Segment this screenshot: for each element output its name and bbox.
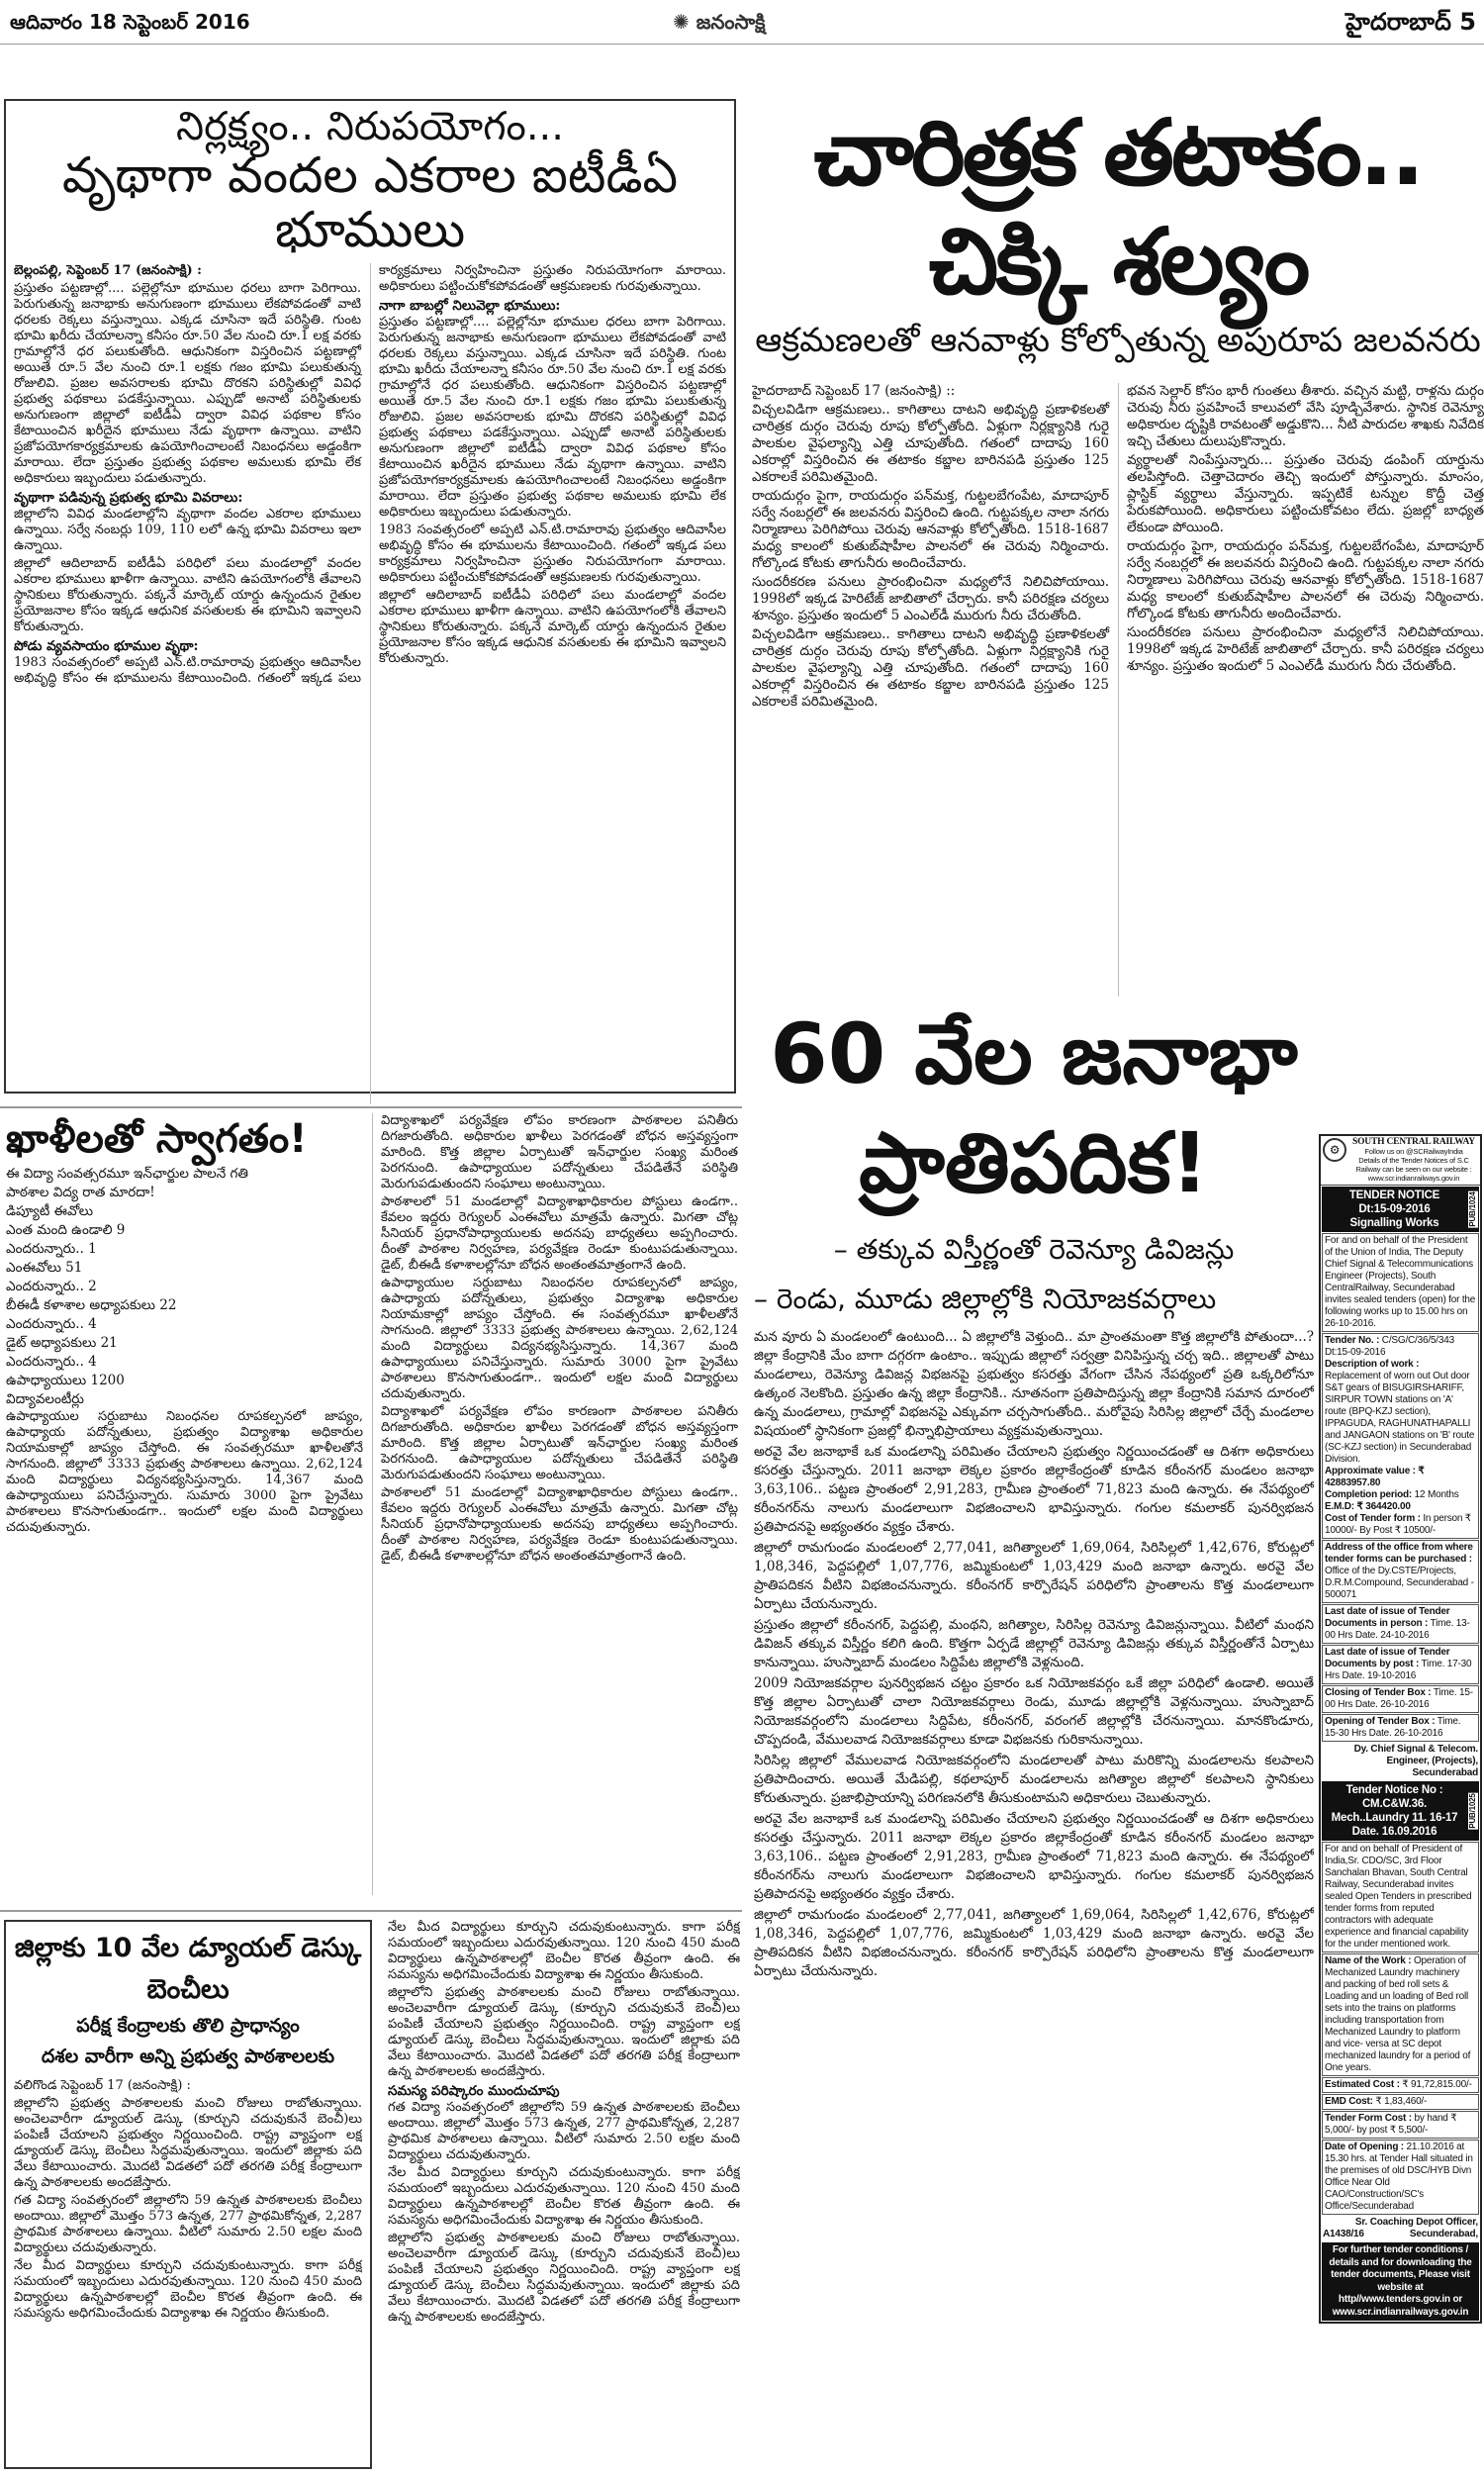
label: Description of work : [1325,1359,1420,1370]
railway-masthead [1321,1136,1480,1186]
paragraph: గత విద్యా సంవత్సరంలో జిల్లాలోని 59 ఉన్నత పాఠశాలలకు బెంచీలు అందాయి. జిల్లాలో మొత్తం 573 ఉన్నత, 277 ప్రాథమికోన్నత, 2,287 ప్రాథమిక పాఠశాలలు ఉన్నాయి. వీటిలో సుమారు 2.50 లక్షల మంది విద్యార్థులు చదువుతున్నారు. [388,2100,740,2162]
logo-icon: ✺ [673,10,690,34]
label: Name of the Work : [1325,1955,1412,1966]
article-bullet: – రెండు, మూడు జిల్లాల్లోకి నియోజకవర్గాలు [754,1283,1217,1315]
social-handle: Follow us on @SCRailwayIndia [1364,1147,1463,1156]
article-body [754,1328,1314,2456]
approx-value: ₹ 42883957.80 [1325,1466,1425,1488]
list-item: డైట్ అధ్యాపకులు 21 [6,1335,118,1351]
paragraph: పాఠశాలలో 51 మండలాల్లో విద్యాశాఖాధికారుల పోస్టులు ఉండగా.. కేవలం ఇద్దరు రెగ్యులర్ ఎంఈవోలు మాత్రమే ఉన్నారు. మిగతా చోట్ల సీనియర్ ప్రధానోపాధ్యాయులకు అదనపు బాధ్యతలు అప్పగించారు. దీంతో పాఠశాల నిర్వహణ, పర్యవేక్షణ రెండూ కుంటుపడుతున్నాయి. డైట్, బీఈడీ కళాశాలల్లోనూ బోధన అంతంతమాత్రంగానే ఉంది. [381,1485,738,1564]
tender-details [1322,1333,1479,1539]
issue-in-person [1322,1604,1479,1644]
label: Approximate value : [1325,1466,1416,1476]
article-headline: ఖాళీలతో స్వాగతం! [6,1116,308,1162]
paragraph: ఉపాధ్యాయుల సర్దుబాటు నిబంధనల రూపకల్పనలో జాప్యం, ఉపాధ్యాయ పదోన్నతులు, ప్రభుత్వం విద్యాశాఖ అధికారుల నియామకాల్లో జాప్యం చేస్తోంది. ఈ సంవత్సరమూ ఖాళీలతోనే సాగనుంది. జిల్లాలో 3333 ప్రభుత్వ పాఠశాలలు ఉన్నాయి. 2,62,124 మంది విద్యార్థులు విద్యనభ్యసిస్తున్నారు. 14,367 మంది ఉపాధ్యాయులు పనిచేస్తున్నారు. సుమారు 3000 పైగా ప్రైవేటు పాఠశాలలు కొనసాగుతుండగా.. ఇందులో లక్షల మంది విద్యార్థులు చదువుతున్నారు. [6,1409,363,1535]
article-body [14,2078,362,2454]
label: Cost of Tender form : [1325,1513,1421,1524]
label: Address of the office from where tender forms can be purchased : [1325,1542,1473,1565]
list-item: ఉపాధ్యాయులు 1200 [6,1373,125,1388]
article-subheadline: ఆక్రమణలతో ఆనవాళ్లు కోల్పోతున్న అపురూప జలవనరు [755,321,1481,360]
subheading: నాగా బాబల్లో నిలువెల్లా భూములు: [379,298,561,314]
label: EMD Cost: [1325,2096,1373,2107]
section-divider [0,1106,742,1108]
list-item: ఎంత మంది ఉండాలి 9 [6,1222,126,1238]
notice-intro: For and on behalf of the President of the Union of India, The Deputy Chief Signal & Telecommunications Engineer (Projects), South CentralRailway, Secunderabad invites sealed tenders (open) for the following works up to 15.00 hrs on 26-10-2016. [1322,1233,1479,1332]
tender-website-footer: For further tender conditions / details and for downloading the tender documents, Please visit website at http//www.tenders.gov.in or www.scr.indianrailways.gov.in [1322,2242,1479,2321]
form-cost [1322,2111,1479,2139]
desks-headline-box [4,1920,372,2469]
tender-notice-2-title-block [1322,1781,1479,1841]
article-subheadline: దశల వారీగా అన్ని ప్రభుత్వ పాఠశాలలకు [41,2046,335,2067]
logo-text: జనంసాక్షి [696,10,766,34]
header-divider [0,44,1484,45]
headline-line: 60 వేల జనాభా [770,1005,1298,1102]
issue-date: ఆదివారం 18 సెప్టెంబర్ 2016 [10,10,250,34]
list-item: ఈ విద్యా సంవత్సరమూ ఇన్‌ఛార్జుల పాలనే గతి [6,1166,248,1182]
paragraph: నేల మీద విద్యార్థులు కూర్చుని చదువుకుంటున్నారు. కాగా పరీక్ష సమయంలో ఇబ్బందులు ఎదురవుతున్నాయి. 120 నుంచి 450 మంది విద్యార్థులు ఉన్నపాఠశాలల్లో బెంచీల కొరత తీవ్రంగా ఉంది. ఈ సమస్యను అధిగమించేందుకు విద్యాశాఖ ఈ నిర్ణయం తీసుకుంది. [388,2165,740,2228]
list-item: ఎందరున్నారు.. 4 [6,1354,97,1370]
list-item: ఎందరున్నారు.. 4 [6,1316,97,1332]
paragraph: పాఠశాలలో 51 మండలాల్లో విద్యాశాఖాధికారుల పోస్టులు ఉండగా.. కేవలం ఇద్దరు రెగ్యులర్ ఎంఈవోలు మాత్రమే ఉన్నారు. మిగతా చోట్ల సీనియర్ ప్రధానోపాధ్యాయులకు అదనపు బాధ్యతలు అప్పగించారు. దీంతో పాఠశాల నిర్వహణ, పర్యవేక్షణ రెండూ కుంటుపడుతున్నాయి. డైట్, బీఈడీ కళాశాలల్లోనూ బోధన అంతంతమాత్రంగానే ఉంది. [381,1194,738,1273]
paragraph: ఉపాధ్యాయుల సర్దుబాటు నిబంధనల రూపకల్పనలో జాప్యం, ఉపాధ్యాయ పదోన్నతులు, ప్రభుత్వం విద్యాశాఖ అధికారుల నియామకాల్లో జాప్యం చేస్తోంది. ఈ సంవత్సరమూ ఖాళీలతోనే సాగనుంది. జిల్లాలో 3333 ప్రభుత్వ పాఠశాలలు ఉన్నాయి. 2,62,124 మంది విద్యార్థులు విద్యనభ్యసిస్తున్నారు. 14,367 మంది ఉపాధ్యాయులు పనిచేస్తున్నారు. సుమారు 3000 పైగా ప్రైవేటు పాఠశాలలు కొనసాగుతుండగా.. ఇందులో లక్షల మంది విద్యార్థులు చదువుతున్నారు. [381,1276,738,1401]
address: Office of the Dy.CSTE/Projects, D.R.M.Compound, Secunderabad - 500071 [1325,1566,1474,1600]
article-body-continued [388,1920,740,2464]
paragraph: జిల్లాలో రామగుండం మండలంలో 2,77,041, జగిత్యాలలో 1,69,064, సిరిసిల్లలో 1,42,676, కోరుట్లలో 1,08,346, పెద్దపల్లిలో 1,07,776, జమ్మికుంటలో 1,03,429 మంది జనాభా ఉన్నారు. అరవై వేల ప్రాతిపదికన వీటిని విభజించనున్నారు. కరీంనగర్ కార్పొరేషన్ పరిధిలోని ప్రాంతాలను కొత్త మండలాలుగా ఏర్పాటు చేయనున్నారు. [754,1540,1314,1612]
label: Last date of issue of Tender Documents in person : [1325,1606,1450,1629]
paragraph: వ్యర్థాలతో నింపేస్తున్నారు... ప్రస్తుతం చెరువు డంపింగ్ యార్డును తలపిస్తోంది. చెత్తాచెదారం తెచ్చి ఇందులో పోస్తున్నారు. మాంసం, ప్లాస్టిక్ వ్యర్థాలు వేస్తున్నారు. ఇప్పటికే టన్నుల కొద్దీ చెత్త పేరుకపోయింది. అధికారులు పట్టించుకోవటం లేదు. ప్రజల్లో బాధ్యత లేకుండా పోయింది. [1127,452,1484,536]
paragraph: సుందరీకరణ పనులు ప్రారంభించినా మధ్యలోనే నిలిచిపోయాయి. 1998లో ఇక్కడ హెరిటేజ్ జాబితాలో చేర్చారు. కానీ పరిరక్షణ చర్యలు శూన్యం. ప్రస్తుతం ఇందులో 5 ఎంఎల్‌డీ మురుగు నీరు చేరుతోంది. [752,574,1109,624]
paragraph: 2009 నియోజకవర్గాల పునర్విభజన చట్టం ప్రకారం ఒక నియోజకవర్గం ఒకే జిల్లా పరిధిలో ఉండాలి. అయితే కొత్త జిల్లాల ఏర్పాటుతో చాలా నియోజకవర్గాలు రెండు, మూడు జిల్లాల్లోకి వెళ్లనున్నాయి. హుస్నాబాద్ నియోజకవర్గంలోని మండలాలు సిద్దిపేట, కరీంనగర్, వరంగల్ జిల్లాల్లోకి చేరనున్నాయి. మానకొండూరు, చొప్పదండి, వేములవాడ నియోజకవర్గాలు కూడా విభజనకు గురికానున్నాయి. [754,1675,1314,1748]
organization-name: SOUTH CENTRAL RAILWAY [1352,1137,1475,1147]
dateline: హైదరాబాద్ సెప్టెంబర్ 17 (జనంసాక్షి) :: [752,383,956,400]
article-body [14,263,726,1104]
article-dual-desks [4,1920,740,2469]
paragraph: ప్రస్తుతం పట్టణాల్లో.... పల్లెల్లోనూ భూముల ధరలు బాగా పెరిగాయి. పెరుగుతున్న జనాభాకు అనుగుణంగా భూములు లేకపోవడంతో వాటి ధరలకు రెక్కలు వస్తున్నాయి. ఎక్కడ చూసినా ఇదే పరిస్థితి. గుంట భూమి ఖరీదు చేయాలన్నా కనీసం రూ.50 వేల నుంచి రూ.1 లక్ష వరకు గ్రామాల్లోనే ధర పలుకుతోంది. ఆధునికంగా విస్తరించిన పట్టణాల్లో అయితే రూ.5 వేల నుంచి రూ.1 లక్షకు గజం భూమి పలుకుతున్న రోజులివి. ప్రజల అవసరాలకు భూమి దొరకని పరిస్థితుల్లో వివిధ ప్రభుత్వ పథకాలు పడకేస్తున్నాయి. ఎప్పుడో అనాటి పరిస్థితులకు అనుగుణంగా జిల్లాలో ఐటీడీఏ ద్వారా వివిధ పథకాల కోసం కేటాయించిన ఖరీదైన భూములు నేడు వృథాగా ఉన్నాయి. వాటిని ప్రజోపయోగకార్యక్రమాలకు ఉపయోగించాలంటే నిబంధనలు అడ్డంకిగా మారాయి. లేదా ప్రస్తుతం ప్రభుత్వ పథకాల అమలుకు భూమి లేక అధికారులు ఇబ్బందులు పడుతున్నారు. [14,281,361,486]
paragraph: నేల మీద విద్యార్థులు కూర్చుని చదువుకుంటున్నారు. కాగా పరీక్ష సమయంలో ఇబ్బందులు ఎదురవుతున్నాయి. 120 నుంచి 450 మంది విద్యార్థులు ఉన్నపాఠశాలల్లో బెంచీల కొరత తీవ్రంగా ఉంది. ఈ సమస్యను అధిగమించేందుకు విద్యాశాఖ ఈ నిర్ణయం తీసుకుంది. [388,1920,740,1982]
page-location-number: హైదరాబాద్ 5 [1345,8,1476,36]
paragraph: గత విద్యా సంవత్సరంలో జిల్లాలోని 59 ఉన్నత పాఠశాలలకు బెంచీలు అందాయి. జిల్లాలో మొత్తం 573 ఉన్నత, 277 ప్రాథమికోన్నత, 2,287 ప్రాథమిక పాఠశాలలు ఉన్నాయి. వీటిలో సుమారు 2.50 లక్షల మంది విద్యార్థులు చదువుతున్నారు. [14,2193,362,2255]
emd-value: ₹ 364420.00 [1356,1501,1411,1512]
value: ₹ 1,83,460/- [1375,2096,1428,2107]
article-durgam-lake [752,99,1484,990]
article-body [752,383,1484,997]
website-note: Details of the Tender Notices of S.C Railway can be seen on our website : www.scr.indianrailways.gov.in [1355,1156,1472,1183]
list-item: పాఠశాల విద్య రాత మారదా! [6,1185,155,1200]
notice-subject: Signalling Works [1349,1217,1439,1229]
paragraph: జిల్లాలో ఆదిలాబాద్ ఐటీడీఏ పరిధిలో పలు మండలాల్లో వందల ఎకరాల భూములు ఖాళీగా ఉన్నాయి. వాటిని ఉపయోగంలోకి తేవాలని స్థానికులు కోరుతున్నారు. పక్కనే మార్కెట్ యార్డు ఉన్నందున రైతుల ప్రయోజనాల కోసం ఇక్కడ ఆధునిక వసతులకు ఈ భూమిని ఇవ్వాలని కోరుతున్నారు. [379,588,726,666]
article-headline: చారిత్రక తటాకం.. చిక్కి శల్యం [813,100,1423,315]
paragraph: ప్రస్తుతం జిల్లాలో కరీంనగర్, పెద్దపల్లి, మంథని, జగిత్యాల, సిరిసిల్ల రెవెన్యూ డివిజన్లున్నాయి. వీటిలో మంథని డివిజన్ తక్కువ విస్తీర్ణం కలిగి ఉంది. కొత్తగా ఏర్పడే జిల్లాల్లో రెవెన్యూ డివిజన్లు తక్కువ విస్తీర్ణంతోనే ఏర్పాటు కానున్నాయి. హుస్నాబాద్ మండలం సిద్దిపేట జిల్లాలోకి వెళ్లనుంది. [754,1617,1314,1670]
paragraph: అరవై వేల జనాభాకే ఒక మండలాన్ని పరిమితం చేయాలని ప్రభుత్వం నిర్ణయించడంతో ఆ దిశగా అధికారులు కసరత్తు చేస్తున్నారు. 2011 జనాభా లెక్కల ప్రకారం జిల్లాకేంద్రంతో కూడిన కరీంనగర్ మండలం జనాభా 3,63,106.. పట్టణ ప్రాంతంలో 2,91,283, గ్రామీణ ప్రాంతంలో 71,823 మంది ఉన్నారు. ఈ నేపథ్యంలో కరీంనగర్‌ను నాలుగు మండలాలుగా విభజించాలని భావిస్తున్నారు. గంగుల కమలాకర్ పునర్విభజన ప్రతిపాదనపై అభ్యంతరం వ్యక్తం చేశారు. [754,1811,1314,1902]
value: Time. 15-00 Hrs Date. 26-10-2016 [1325,1687,1473,1710]
subheading: సమస్య పరిష్కారం ముందుచూపు [388,2083,560,2099]
form-cost: In person ₹ 10000/- By Post ₹ 10500/- [1325,1513,1471,1536]
value: ₹ 91,72,815.00/- [1402,2079,1472,2090]
value: 21.10.2016 at 15.30 hrs. at Tender Hall situated in the premises of old DSC/HYB Divn Office Near Old CAO/Construction/SC's Office/Secunderabad [1325,2142,1473,2212]
place: Secunderabad, [1409,2229,1478,2239]
dateline: బెల్లంపల్లి, సెప్టెంబర్ 17 (జనంసాక్షి) : [14,263,202,278]
headline-line: ప్రాతిపదిక! [859,1114,1209,1211]
paragraph: విచ్చలవిడిగా ఆక్రమణలు.. కాగితాలు దాటని అభివృద్ధి ప్రణాళికలతో చారిత్రక దుర్గం చెరువు రూపు కోల్పోతోంది. ఏళ్లుగా నిర్లక్ష్యానికి గురై పాలకుల వైఫల్యాన్ని ఎత్తి చూపుతోంది. గతంలో దాదాపు 160 ఎకరాల్లో విస్తరించిన ఈ తటాకం కబ్జాల బారినపడి ప్రస్తుతం 125 ఎకరాలకే పరిమితమైంది. [752,626,1109,711]
signatory: Dy. Chief Signal & Telecom. Engineer, (Projects), Secunderabad [1353,1744,1478,1778]
value: Time. 15-30 Hrs Date. 26-10-2016 [1325,1716,1461,1739]
purchase-address [1322,1540,1479,1603]
label: Closing of Tender Box : [1325,1687,1432,1698]
paragraph: విచ్చలవిడిగా ఆక్రమణలు.. కాగితాలు దాటని అభివృద్ధి ప్రణాళికలతో చారిత్రక దుర్గం చెరువు రూపు కోల్పోతోంది. ఏళ్లుగా నిర్లక్ష్యానికి గురై పాలకుల వైఫల్యాన్ని ఎత్తి చూపుతోంది. గతంలో దాదాపు 160 ఎకరాల్లో విస్తరించిన ఈ తటాకం కబ్జాల బారినపడి ప్రస్తుతం 125 ఎకరాలకే పరిమితమైంది. [752,402,1109,486]
label: Opening of Tender Box : [1325,1716,1436,1727]
paragraph: విద్యాశాఖలో పర్యవేక్షణ లోపం కారణంగా పాఠశాలల పనితీరు దిగజారుతోంది. అధికారుల ఖాళీలు పెరగడంతో బోధన అస్తవ్యస్తంగా మారింది. కొత్త జిల్లాల ఏర్పాటుతో ఇన్‌ఛార్జుల సంఖ్య మరింత పెరగనుంది. ఉపాధ్యాయుల పదోన్నతులు చేపడితేనే పరిస్థితి మెరుగుపడుతుందని సంఘాలు అంటున్నాయి. [381,1404,738,1482]
signatory-block [1321,2216,1480,2241]
paragraph: రాయదుర్గం పైగా, రాయదుర్గం పన్‌మక్త, గుట్టలబేగంపేట, మాదాపూర్ సర్వే నంబర్లలో ఈ జలవనరు విస్తరించి ఉంది. గుట్టపక్కల నాలా నగరు నిర్మాణాలు పెరిగిపోయి చెరువు ఆనవాళ్లు కోల్పోతోంది. 1518-1687 మధ్య కాలంలో కుతుబ్‌షాహీల పాలనలో ఈ చెరువు నిర్మించారు. గోల్కొండ కోటకు తాగునీరు అందించేవారు. [752,488,1109,572]
paragraph: ప్రస్తుతం పట్టణాల్లో.... పల్లెల్లోనూ భూముల ధరలు బాగా పెరిగాయి. పెరుగుతున్న జనాభాకు అనుగుణంగా భూములు లేకపోవడంతో వాటి ధరలకు రెక్కలు వస్తున్నాయి. ఎక్కడ చూసినా ఇదే పరిస్థితి. గుంట భూమి ఖరీదు చేయాలన్నా కనీసం రూ.50 వేల నుంచి రూ.1 లక్ష వరకు గ్రామాల్లోనే ధర పలుకుతోంది. ఆధునికంగా విస్తరించిన పట్టణాల్లో అయితే రూ.5 వేల నుంచి రూ.1 లక్షకు గజం భూమి పలుకుతున్న రోజులివి. ప్రజల అవసరాలకు భూమి దొరకని పరిస్థితుల్లో వివిధ ప్రభుత్వ పథకాలు పడకేస్తున్నాయి. ఎప్పుడో అనాటి పరిస్థితులకు అనుగుణంగా జిల్లాలో ఐటీడీఏ ద్వారా వివిధ పథకాల కోసం కేటాయించిన ఖరీదైన భూములు నేడు వృథాగా ఉన్నాయి. వాటిని ప్రజోపయోగకార్యక్రమాలకు ఉపయోగించాలంటే నిబంధనలు అడ్డంకిగా మారాయి. లేదా ప్రస్తుతం ప్రభుత్వ పథకాల అమలుకు భూమి లేక అధికారులు ఇబ్బందులు పడుతున్నారు. [379,315,726,520]
notice-title: TENDER NOTICE [1348,1190,1440,1201]
tender-notice-2-title: Tender Notice No : CM.C&W.36. Mech..Laundry 11. 16-17 Date. 16.09.2016 [1331,1784,1458,1838]
value: Time. 13-00 Hrs Date. 24-10-2016 [1325,1618,1470,1641]
paragraph: 1983 సంవత్సరంలో అప్పటి ఎన్.టి.రామారావు ప్రభుత్వం ఆదివాసీల అభివృద్ధి కోసం ఈ భూములను కేటాయించింది. గతంలో ఇక్కడ పలు కార్యక్రమాలు నిర్వహించినా ప్రస్తుతం నిరుపయోగంగా మారాయి. అధికారులు పట్టించుకోకపోవడంతో ఆక్రమణలకు గురవుతున్నాయి. [14,263,726,686]
list-item: ఎందరున్నారు.. 2 [6,1279,97,1294]
list-item: ఎంఈవోలు 51 [6,1260,83,1276]
label: Tender No. : [1325,1335,1380,1346]
article-itda-lands [4,99,736,1094]
paragraph: నేల మీద విద్యార్థులు కూర్చుని చదువుకుంటున్నారు. కాగా పరీక్ష సమయంలో ఇబ్బందులు ఎదురవుతున్నాయి. 120 నుంచి 450 మంది విద్యార్థులు ఉన్నపాఠశాలల్లో బెంచీల కొరత తీవ్రంగా ఉంది. ఈ సమస్యను అధిగమించేందుకు విద్యాశాఖ ఈ నిర్ణయం తీసుకుంది. [14,2258,362,2321]
notice-date: Dt:15-09-2016 [1358,1203,1431,1215]
work-description: Replacement of worn out Out door S&T gears of BISUGIRSHARIFF, SIRPUR TOWN stations on 'A' route (BPQ-KZJ section), IPPAGUDA, RAGHUNATHAPALLI and JANGAON stations on 'B' route (SC-KZJ section) in Secunderabad Division. [1325,1371,1475,1465]
subheading: పోడు వ్యవసాయం భూముల వృథా: [14,638,199,654]
signatory: Sr. Coaching Depot Officer, [1354,2217,1478,2228]
opening-date [1322,2140,1479,2215]
label: Last date of issue of Tender Documents by post : [1325,1647,1450,1669]
label: E.M.D: [1325,1501,1354,1512]
value: by hand ₹ 5,000/- by post ₹ 5,500/- [1325,2113,1457,2136]
article-headline: వృథాగా వందల ఎకరాల ఐటీడీఏ భూములు [61,146,679,258]
railway-emblem-icon: ⚙ [1323,1138,1346,1162]
paragraph: అరవై వేల జనాభాకే ఒక మండలాన్ని పరిమితం చేయాలని ప్రభుత్వం నిర్ణయించడంతో ఆ దిశగా అధికారులు కసరత్తు చేస్తున్నారు. 2011 జనాభా లెక్కల ప్రకారం జిల్లాకేంద్రంతో కూడిన కరీంనగర్ మండలం జనాభా 3,63,106.. పట్టణ ప్రాంతంలో 2,91,283, గ్రామీణ ప్రాంతంలో 71,823 మంది ఉన్నారు. ఈ నేపథ్యంలో కరీంనగర్‌ను నాలుగు మండలాలుగా విభజించాలని భావిస్తున్నారు. గంగుల కమలాకర్ పునర్విభజన ప్రతిపాదనపై అభ్యంతరం వ్యక్తం చేశారు. [754,1444,1314,1535]
article-subheadline: పరీక్ష కేంద్రాలకు తొలి ప్రాధాన్యం [76,2015,300,2037]
article-population-basis [754,1000,1314,2469]
estimated-cost [1322,2077,1479,2093]
label: Completion period: [1325,1489,1413,1500]
article-body [6,1113,738,1895]
article-headline: జిల్లాకు 10 వేల డ్యూయల్ డెస్కు బెంచీలు [14,1933,362,2005]
paragraph: 1983 సంవత్సరంలో అప్పటి ఎన్.టి.రామారావు ప్రభుత్వం ఆదివాసీల అభివృద్ధి కోసం ఈ భూములను కేటాయించింది. గతంలో ఇక్కడ పలు కార్యక్రమాలు నిర్వహించినా ప్రస్తుతం నిరుపయోగంగా మారాయి. అధికారులు పట్టించుకోకపోవడంతో ఆక్రమణలకు గురవుతున్నాయి. [379,523,726,585]
article-kicker: నిర్లక్ష్యం.. నిరుపయోగం... [176,104,564,149]
emd-cost [1322,2094,1479,2110]
subheading: వృథాగా పడివున్న ప్రభుత్వ భూమి వివరాలు: [14,490,243,506]
paragraph: భవన సెల్లార్ కోసం భారీ గుంతలు తీశారు. వచ్చిన మట్టి, రాళ్లను దుర్గం చెరువు నీరు ప్రవహించే కాలువలో వేసి పూడ్చివేశారు. స్థానిక రెవెన్యూ అధికారుల దృష్టికి రావటంతో అడ్డుకొని... నీటి పారుదల శాఖకు నివేదిక ఇచ్చి చేతులు దులుపుకొన్నారు. [1127,383,1484,450]
paragraph: జిల్లాలో ఆదిలాబాద్ ఐటీడీఏ పరిధిలో పలు మండలాల్లో వందల ఎకరాల భూములు ఖాళీగా ఉన్నాయి. వాటిని ఉపయోగంలోకి తేవాలని స్థానికులు కోరుతున్నారు. పక్కనే మార్కెట్ యార్డు ఉన్నందున రైతుల ప్రయోజనాల కోసం ఇక్కడ ఆధునిక వసతులకు ఈ భూమిని ఇవ్వాలని కోరుతున్నారు. [14,556,361,634]
list-item: డిప్యూటీ ఈవోలు [6,1203,93,1219]
article-headline [754,1000,1314,1217]
closing-date [1322,1685,1479,1713]
publication-code: PUB/1025 [1468,1793,1477,1829]
label: Tender Form Cost : [1325,2113,1412,2124]
paragraph: జిల్లాలో రామగుండం మండలంలో 2,77,041, జగిత్యాలలో 1,69,064, సిరిసిల్లలో 1,42,676, కోరుట్లలో 1,08,346, పెద్దపల్లిలో 1,07,776, జమ్మికుంటలో 1,03,429 మంది జనాభా ఉన్నారు. అరవై వేల ప్రాతిపదికన వీటిని విభజించనున్నారు. కరీంనగర్ కార్పొరేషన్ పరిధిలోని ప్రాంతాలను కొత్త మండలాలుగా ఏర్పాటు చేయనున్నారు. [754,1907,1314,1979]
stats-list [6,1165,363,1409]
newspaper-logo [673,10,766,39]
opening-date [1322,1714,1479,1742]
paragraph: మన వూరు ఏ మండలంలో ఉంటుంది... ఏ జిల్లాలోకి వెళ్తుంది.. మా ప్రాంతమంతా కొత్త జిల్లాలోకి పోతుందా...? జిల్లా కేంద్రానికి మేం బాగా దగ్గరగా ఉంటాం.. ఇప్పుడు జిల్లాలో సర్వత్రా వినిపిస్తున్న చర్చ ఇది.. జిల్లాలతో పాటు మండలాలు, రెవెన్యూ డివిజన్ల విభజనపై ప్రభుత్వం కసరత్తు వేగంగా చేసిన నేపథ్యంలో ప్రతి ఒక్కరిలోనూ ఉత్కంఠ నెలకొంది. ప్రస్తుతం ఉన్న జిల్లా కేంద్రానికి.. నూతనంగా ప్రతిపాదిస్తున్న జిల్లా కేంద్రానికి సమాన దూరంలో ఉన్న మండలాలు, గ్రామాల్లో విభజనపై ఎక్కువగా చర్చసాగుతోంది.. మరోవైపు సిరిసిల్ల జిల్లాలో చేర్చే మండలాల విషయంలో స్థానికంగా ప్రజల్లో భిన్నాభిప్రాయాలు వ్యక్తమవుతున్నాయి. [754,1329,1314,1439]
ad-code: A1438/16 [1323,2229,1364,2239]
paragraph: సిరిసిల్ల జిల్లాలో వేములవాడ నియోజకవర్గంలోని మండలాలతో పాటు మరికొన్ని మండలాలను కలపాలని ప్రతిపాదించారు. అయితే మేడిపల్లి, కథలాపూర్ మండలాలను జగిత్యాల జిల్లాలో కలపాలని స్థానికులు కోరుతున్నారు. ప్రజాభిప్రాయాన్ని పరిగణనలోకి తీసుకుంటామని అధికారులు చెబుతున్నారు. [754,1753,1314,1806]
value: Operation of Mechanized Laundry machinery and packing of bed roll sets & Loading and un loading of Bed roll sets into the trains on platforms including transportation from Mechanized Laundry to platform and vice- versa at SC depot mechanized laundry for a period of One years. [1325,1955,1471,2073]
tender-notice-advertisement [1319,1134,1482,2324]
dateline: వలిగొండ సెప్టెంబర్ 17 (జనంసాక్షి) : [14,2078,191,2093]
label: Estimated Cost : [1325,2079,1400,2090]
label: Date of Opening : [1325,2142,1404,2152]
completion-period: 12 Months [1414,1489,1459,1500]
publication-code: PUB/1024 [1468,1191,1477,1227]
tender-number: C/SG/C/36/5/343 Dt:15-09-2016 [1325,1335,1454,1358]
paragraph: రాయదుర్గం పైగా, రాయదుర్గం పన్‌మక్త, గుట్టలబేగంపేట, మాదాపూర్ సర్వే నంబర్లలో ఈ జలవనరు విస్తరించి ఉంది. గుట్టపక్కల నాలా నగరు నిర్మాణాలు పెరిగిపోయి చెరువు ఆనవాళ్లు కోల్పోతోంది. 1518-1687 మధ్య కాలంలో కుతుబ్‌షాహీల పాలనలో ఈ చెరువు నిర్మించారు. గోల్కొండ కోటకు తాగునీరు అందించేవారు. [1127,538,1484,622]
list-item: ఎందరున్నారు.. 1 [6,1241,97,1257]
issue-by-post [1322,1645,1479,1684]
list-item: బీఈడీ కళాశాల అధ్యాపకులు 22 [6,1297,177,1313]
paragraph: సుందరీకరణ పనులు ప్రారంభించినా మధ్యలోనే నిలిచిపోయాయి. 1998లో ఇక్కడ హెరిటేజ్ జాబితాలో చేర్చారు. కానీ పరిరక్షణ చర్యలు శూన్యం. ప్రస్తుతం ఇందులో 5 ఎంఎల్‌డీ మురుగు నీరు చేరుతోంది. [1127,624,1484,675]
tender-notice-title-block [1322,1187,1479,1232]
paragraph: జిల్లాలోని ప్రభుత్వ పాఠశాలలకు మంచి రోజులు రాబోతున్నాయి. అంచెలవారీగా డ్యూయల్ డెస్కు (కూర్చుని చదువుకునే బెంచీ)లు పంపిణీ చేయాలని ప్రభుత్వం నిర్ణయించింది. రాష్ట్ర వ్యాప్తంగా లక్ష డ్యూయల్ డెస్కు బెంచీలు సిద్ధమవుతున్నాయి. ఇందులో జిల్లాకు పది వేలు కేటాయించారు. మొదటి విడతలో పదో తరగతి పరీక్ష కేంద్రాలుగా ఉన్న పాఠశాలలకు అందజేస్తారు. [388,1985,740,2079]
notice-intro: For and on behalf of President of India,Sr. CDO/SC, 3rd Floor Sanchalan Bhavan, South Central Railway, Secunderabad invites sealed Open Tenders in prescribed tender forms from reputed contractors with adequate experience and financial capability for the under mentioned work. [1322,1842,1479,1952]
paragraph: విద్యాశాఖలో పర్యవేక్షణ లోపం కారణంగా పాఠశాలల పనితీరు దిగజారుతోంది. అధికారుల ఖాళీలు పెరగడంతో బోధన అస్తవ్యస్తంగా మారింది. కొత్త జిల్లాల ఏర్పాటుతో ఇన్‌ఛార్జుల సంఖ్య మరింత పెరగనుంది. ఉపాధ్యాయుల పదోన్నతులు చేపడితేనే పరిస్థితి మెరుగుపడుతుందని సంఘాలు అంటున్నాయి. [381,1113,738,1191]
paragraph: జిల్లాలోని వివిధ మండలాల్లోని వృథాగా వందల ఎకరాల భూములు ఉన్నాయి. సర్వే నంబర్లు 109, 110 లలో ఉన్న భూమి వివరాలు ఇలా ఉన్నాయి. [14,507,361,553]
list-item: విద్యావలంటీర్లు [6,1391,84,1407]
paragraph: జిల్లాలోని ప్రభుత్వ పాఠశాలలకు మంచి రోజులు రాబోతున్నాయి. అంచెలవారీగా డ్యూయల్ డెస్కు (కూర్చుని చదువుకునే బెంచీ)లు పంపిణీ చేయాలని ప్రభుత్వం నిర్ణయించింది. రాష్ట్ర వ్యాప్తంగా లక్ష డ్యూయల్ డెస్కు బెంచీలు సిద్ధమవుతున్నాయి. ఇందులో జిల్లాకు పది వేలు కేటాయించారు. మొదటి విడతలో పదో తరగతి పరీక్ష కేంద్రాలుగా ఉన్న పాఠశాలలకు అందజేస్తారు. [14,2096,362,2190]
article-school-vacancies [6,1113,738,1905]
value: Time. 17-30 Hrs Date. 19-10-2016 [1325,1659,1472,1681]
article-bullet: – తక్కువ విస్తీర్ణంతో రెవెన్యూ డివిజన్లు [833,1233,1235,1266]
paragraph: జిల్లాలోని ప్రభుత్వ పాఠశాలలకు మంచి రోజులు రాబోతున్నాయి. అంచెలవారీగా డ్యూయల్ డెస్కు (కూర్చుని చదువుకునే బెంచీ)లు పంపిణీ చేయాలని ప్రభుత్వం నిర్ణయించింది. రాష్ట్ర వ్యాప్తంగా లక్ష డ్యూయల్ డెస్కు బెంచీలు సిద్ధమవుతున్నాయి. ఇందులో జిల్లాకు పది వేలు కేటాయించారు. మొదటి విడతలో పదో తరగతి పరీక్ష కేంద్రాలుగా ఉన్న పాఠశాలలకు అందజేస్తారు. [388,2231,740,2325]
work-name [1322,1953,1479,2076]
section-divider [0,1910,742,1912]
